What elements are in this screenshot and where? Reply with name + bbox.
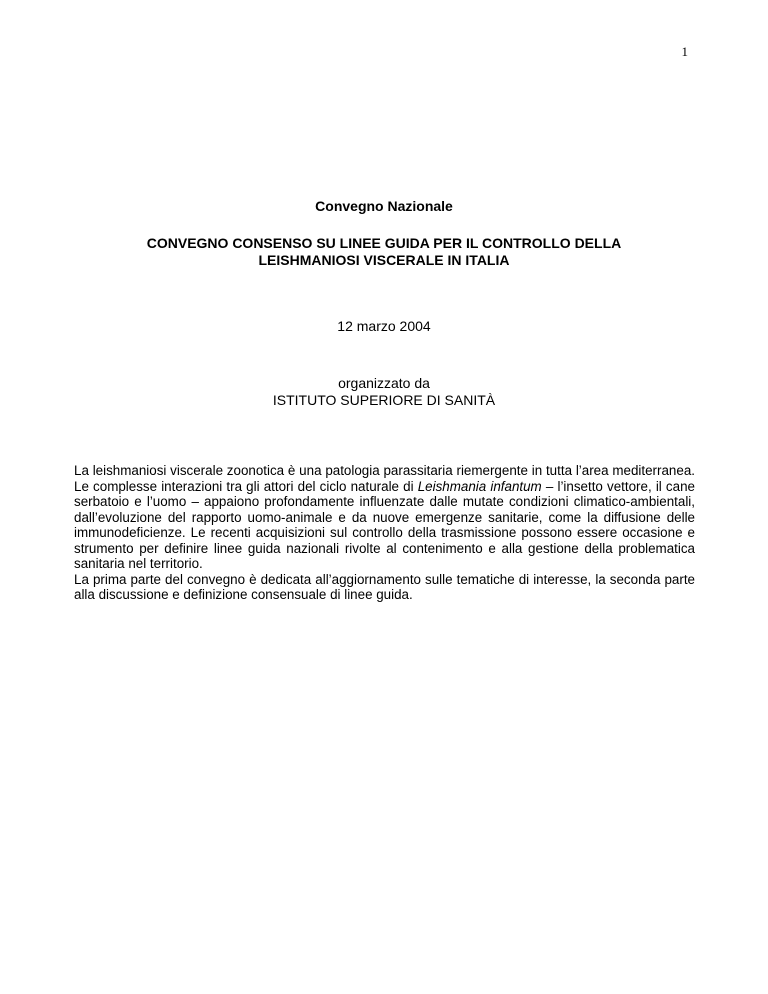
paragraph-intro-part1: La leishmaniosi viscerale zoonotica è una patologia parassitaria riemergente in tutta l’area mediterranea. Le complesse interazioni tra gli attori del ciclo naturale di: [74, 463, 695, 494]
paragraph-program: La prima parte del convegno è dedicata all’aggiornamento sulle tematiche di interesse, la seconda parte alla discussione e definizione consensuale di linee guida.: [74, 571, 695, 602]
organizer-name: ISTITUTO SUPERIORE DI SANITÀ: [272, 392, 496, 408]
organizer-block: [0, 375, 768, 409]
title-line-1: CONVEGNO CONSENSO SU LINEE GUIDA PER IL CONTROLLO DELLA: [146, 235, 622, 251]
body-text: [74, 463, 695, 603]
organizer-label: organizzato da: [338, 375, 430, 391]
paragraph-intro-part2: – l’insetto vettore, il cane serbatoio e l’uomo – appaiono profondamente influenzate dalle mutate condizioni climatico-ambientali, dall’evoluzione del rapporto uomo-animale e da nuove emergenze sanitarie, come la diffusione delle immunodeficienze. Le recenti acquisizioni sul controllo della trasmissione possono essere occasione e strumento per definire linee guida nazionali rivolte al contenimento e alla gestione della problematica sanitaria nel territorio.: [74, 478, 695, 571]
event-date: 12 marzo 2004: [337, 318, 431, 334]
event-type-heading: Convegno Nazionale: [315, 198, 453, 214]
species-name: Leishmania infantum: [417, 478, 542, 494]
paragraph-intro: [74, 463, 695, 572]
page-number: 1: [681, 44, 688, 59]
page-title: [0, 235, 768, 269]
title-line-2: LEISHMANIOSI VISCERALE IN ITALIA: [258, 252, 510, 268]
